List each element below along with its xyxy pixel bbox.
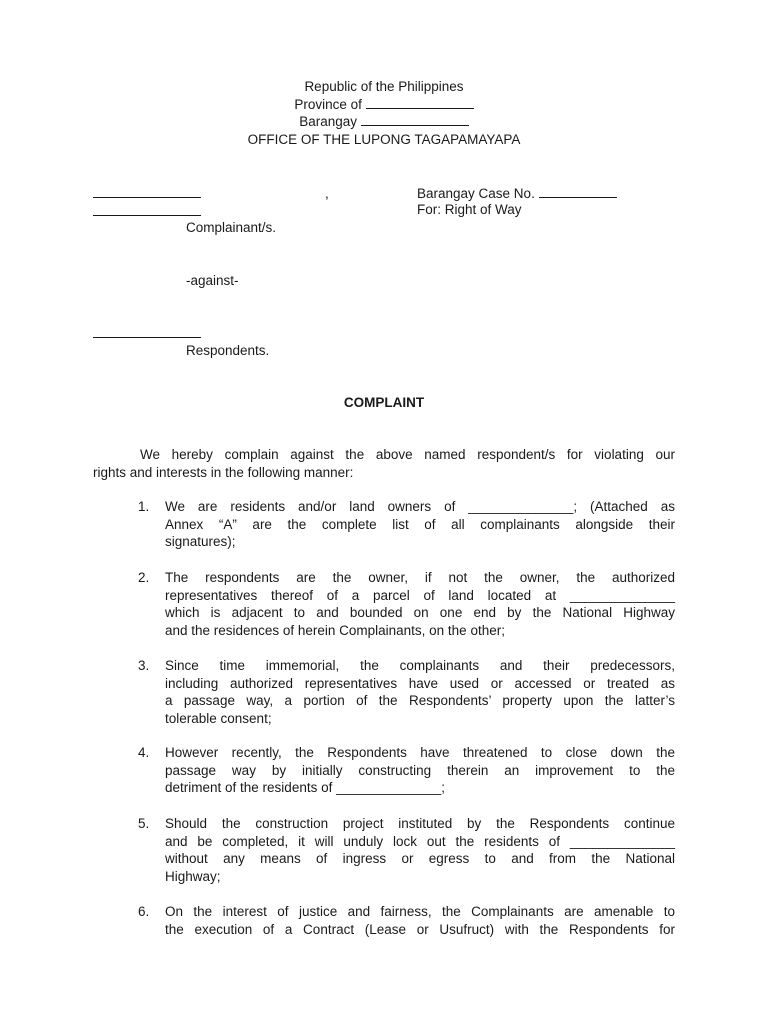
item-6-number: 6. (138, 904, 150, 919)
item-1-line-2: Annex “A” are the complete list of all complainants alongside their (165, 516, 675, 532)
case-no-label: Barangay Case No. (417, 186, 535, 201)
complainant-blank-2[interactable] (93, 203, 201, 216)
item-5-line-3: without any means of ingress or egress to and from the National (165, 851, 675, 866)
against-label: -against- (186, 273, 239, 288)
item-1-line-1: We are residents and/or land owners of ______________; (Attached as (165, 499, 675, 514)
header-republic: Republic of the Philippines (304, 79, 464, 94)
for-label: For: Right of Way (417, 202, 522, 217)
item-2-line-2: representatives thereof of a parcel of land located at ______________ (165, 587, 675, 603)
item-4-line-1: However recently, the Respondents have threatened to close down the (165, 745, 675, 760)
item-3-number: 3. (138, 658, 150, 673)
complainant-blank-1[interactable] (93, 185, 201, 198)
header-barangay-label: Barangay (299, 114, 358, 129)
item-4-number: 4. (138, 745, 150, 760)
item-1-line-3: signatures); (165, 534, 236, 549)
intro-line-1: We hereby complain against the above named respondent/s for violating our (140, 447, 675, 462)
item-3-line-1: Since time immemorial, the complainants and their predecessors, (165, 658, 675, 673)
item-3-line-2: including authorized representatives have used or accessed or treated as (165, 675, 675, 691)
item-3 (165, 657, 675, 727)
header-province (0, 96, 768, 113)
item-5-line-2: and be completed, it will unduly lock out the residents of ______________ (165, 833, 675, 849)
item-4-line-3: detriment of the residents of ______________; (165, 780, 445, 795)
item-6 (165, 903, 675, 938)
case-no-blank[interactable] (539, 185, 617, 198)
item-4 (165, 744, 675, 797)
intro-line-2: rights and interests in the following manner: (93, 464, 354, 480)
complainants-label: Complainant/s. (186, 220, 277, 235)
item-5-number: 5. (138, 816, 150, 831)
item-4-line-2: passage way by initially constructing therein an improvement to the (165, 762, 675, 778)
item-2-line-3: which is adjacent to and bounded on one end by the National Highway (165, 605, 675, 620)
header-province-label: Province of (294, 97, 362, 112)
item-1-number: 1. (138, 499, 150, 514)
item-1 (165, 498, 675, 551)
item-3-line-3: a passage way, a portion of the Respondents’ property upon the latter’s (165, 693, 675, 708)
item-5 (165, 815, 675, 885)
case-no (417, 185, 617, 202)
document-title: COMPLAINT (343, 395, 425, 410)
item-6-line-2: the execution of a Contract (Lease or Usufruct) with the Respondents for (165, 921, 675, 937)
item-5-line-4: Highway; (165, 868, 221, 884)
item-2-line-4: and the residences of herein Complainants, on the other; (165, 622, 505, 638)
item-6-line-1: On the interest of justice and fairness, the Complainants are amenable to (165, 904, 675, 919)
respondents-label: Respondents. (186, 343, 270, 358)
barangay-blank[interactable] (361, 113, 469, 126)
header-barangay (0, 113, 768, 130)
item-2 (165, 569, 675, 639)
item-5-line-1: Should the construction project instituted by the Respondents continue (165, 816, 675, 831)
item-2-line-1: The respondents are the owner, if not the owner, the authorized (165, 570, 675, 585)
item-2-number: 2. (138, 570, 150, 585)
item-3-line-4: tolerable consent; (165, 710, 272, 726)
header-office: OFFICE OF THE LUPONG TAGAPAMAYAPA (247, 132, 521, 147)
respondent-blank[interactable] (93, 325, 201, 338)
caption-comma: , (325, 186, 329, 201)
province-blank[interactable] (366, 96, 474, 109)
intro-paragraph (93, 446, 675, 481)
